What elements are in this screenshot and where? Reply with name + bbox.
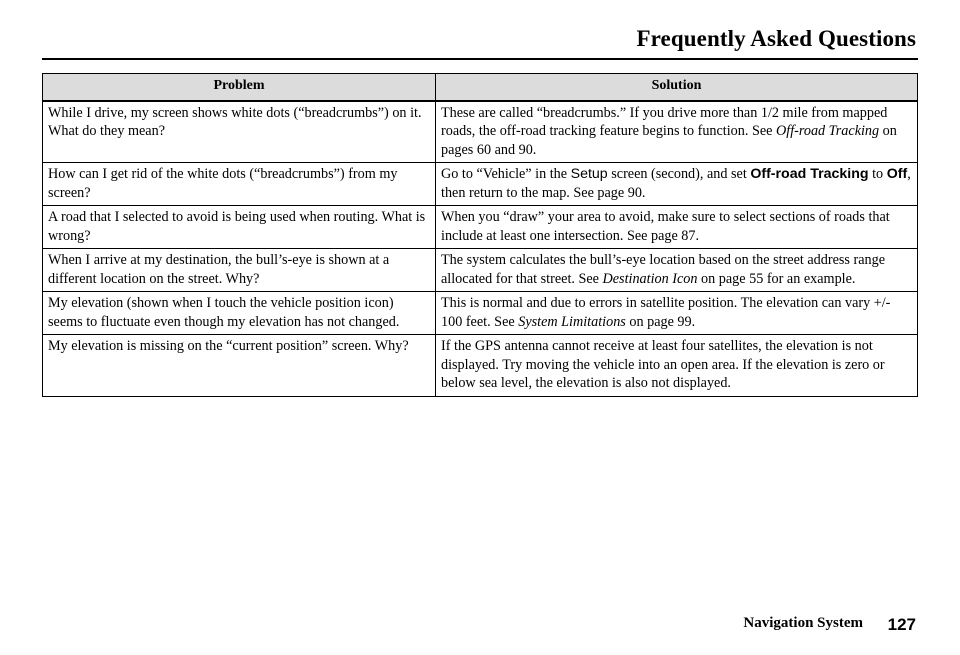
footer-section-name: Navigation System <box>743 615 863 631</box>
solution-text: These are called “breadcrumbs.” If you drive more than 1/2 mile from mapped roads, the off-road tracking feature begins to function. See <box>441 104 888 139</box>
problem-cell: My elevation (shown when I touch the vehicle position icon) seems to fluctuate even though my elevation has not changed. <box>43 292 436 335</box>
solution-text: on page 99. <box>625 313 696 330</box>
page-number: 127 <box>887 615 916 634</box>
table-row <box>43 335 918 397</box>
solution-text: screen (second), and set <box>607 166 751 182</box>
solution-text: on page 55 for an example. <box>697 270 856 287</box>
problem-cell: My elevation is missing on the “current position” screen. Why? <box>43 335 436 397</box>
solution-cell <box>436 163 918 206</box>
solution-text: This is normal and due to errors in satellite position. The elevation can vary +/- 100 feet. See <box>441 295 891 330</box>
setting-value: Off <box>886 166 908 182</box>
table-row <box>43 206 918 249</box>
solution-cell <box>436 292 918 335</box>
page-reference: Destination Icon <box>602 270 698 287</box>
problem-cell: A road that I selected to avoid is being used when routing. What is wrong? <box>43 206 436 249</box>
solution-text: , then return to the map. See page 90. <box>441 166 911 201</box>
solution-text: Go to “Vehicle” in the <box>441 166 571 182</box>
solution-text: to <box>868 166 887 182</box>
problem-cell: How can I get rid of the white dots (“breadcrumbs”) from my screen? <box>43 163 436 206</box>
title-rule <box>42 58 918 60</box>
page-reference: Off-road Tracking <box>776 123 880 139</box>
problem-cell: When I arrive at my destination, the bull’s-eye is shown at a different location on the street. Why? <box>43 249 436 292</box>
screen-name: Setup <box>570 166 608 182</box>
column-header-solution: Solution <box>436 74 918 101</box>
table-row <box>43 163 918 206</box>
setting-name: Off-road Tracking <box>750 166 869 182</box>
solution-text: The system calculates the bull’s-eye location based on the street address range allocated for that street. See <box>441 252 885 287</box>
table-row <box>43 249 918 292</box>
column-header-problem: Problem <box>43 74 436 101</box>
page-title: Frequently Asked Questions <box>636 26 916 51</box>
table-header-row <box>43 74 918 101</box>
solution-cell: If the GPS antenna cannot receive at least four satellites, the elevation is not displayed. Try moving the vehicle into an open area. If the elevation is zero or below sea level, the elevation is also not displayed. <box>436 335 918 397</box>
table-row <box>43 292 918 335</box>
solution-cell: When you “draw” your area to avoid, make sure to select sections of roads that include at least one intersection. See page 87. <box>436 206 918 249</box>
problem-cell: While I drive, my screen shows white dots (“breadcrumbs”) on it. What do they mean? <box>43 101 436 163</box>
solution-text: on pages 60 and 90. <box>441 123 897 158</box>
page-reference: System Limitations <box>518 313 626 330</box>
faq-table <box>42 73 918 397</box>
table-row <box>43 101 918 163</box>
solution-cell <box>436 249 918 292</box>
solution-cell <box>436 101 918 163</box>
